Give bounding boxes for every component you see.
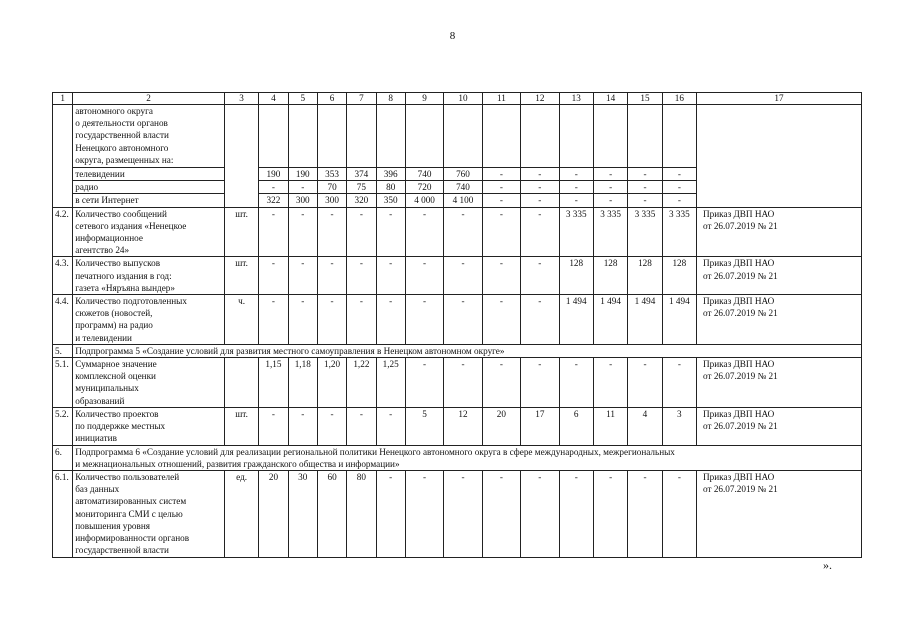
value-cell: - [521,471,559,558]
indicator-name: радио [73,181,225,194]
value-cell: 3 335 [559,207,593,257]
table-row [53,408,862,446]
value-cell: - [376,207,405,257]
value-cell: 20 [482,408,520,446]
value-cell: 760 [444,168,482,181]
table-cell [405,105,443,168]
value-cell: 5 [405,408,443,446]
row-number: 5.1. [53,358,73,408]
value-cell: 1,20 [317,358,346,408]
section-row [53,344,862,357]
source-doc: Приказ ДВП НАО от 26.07.2019 № 21 [697,257,862,295]
value-cell: - [482,194,520,207]
column-header: 13 [559,93,593,105]
column-header: 1 [53,93,73,105]
column-header: 15 [628,93,662,105]
value-cell: - [317,257,346,295]
source-doc: Приказ ДВП НАО от 26.07.2019 № 21 [697,471,862,558]
value-cell: 20 [259,471,288,558]
row-number: 6.1. [53,471,73,558]
source-doc: Приказ ДВП НАО от 26.07.2019 № 21 [697,408,862,446]
value-cell: 374 [347,168,376,181]
row-number: 4.2. [53,207,73,257]
unit-cell: ч. [224,295,258,345]
column-header: 2 [73,93,225,105]
table-cell [593,105,627,168]
value-cell: 353 [317,168,346,181]
value-cell: 1 494 [628,295,662,345]
table-cell [224,105,258,208]
value-cell: - [662,181,696,194]
value-cell: - [593,194,627,207]
table-row [53,295,862,345]
value-cell: - [521,358,559,408]
value-cell: 3 [662,408,696,446]
value-cell: - [405,471,443,558]
indicator-name: Количество подготовленных сюжетов (новостей, программ) на радио и телевидении [73,295,225,345]
table-row [53,105,862,168]
table-cell [444,105,482,168]
value-cell: - [259,408,288,446]
value-cell: - [559,471,593,558]
value-cell: - [482,257,520,295]
table-cell [259,105,288,168]
table-row [53,471,862,558]
value-cell: 396 [376,168,405,181]
column-header: 11 [482,93,520,105]
value-cell: - [317,295,346,345]
value-cell: 17 [521,408,559,446]
value-cell: - [288,181,317,194]
value-cell: - [288,295,317,345]
value-cell: 75 [347,181,376,194]
value-cell: - [288,408,317,446]
table-cell [288,105,317,168]
value-cell: - [405,295,443,345]
value-cell: 1,25 [376,358,405,408]
unit-cell [224,358,258,408]
value-cell: 80 [376,181,405,194]
column-header: 16 [662,93,696,105]
value-cell: - [593,181,627,194]
value-cell: - [662,194,696,207]
table-cell [376,105,405,168]
value-cell: 300 [317,194,346,207]
value-cell: - [628,168,662,181]
value-cell: - [482,207,520,257]
value-cell: 350 [376,194,405,207]
value-cell: - [628,471,662,558]
value-cell: 1,15 [259,358,288,408]
unit-cell: ед. [224,471,258,558]
table-cell [317,105,346,168]
indicators-table [52,92,862,558]
column-header: 3 [224,93,258,105]
section-number: 6. [53,445,73,470]
column-header: 4 [259,93,288,105]
value-cell: 11 [593,408,627,446]
value-cell: - [288,207,317,257]
value-cell: - [521,207,559,257]
value-cell: - [593,471,627,558]
table-row [53,207,862,257]
value-cell: - [628,358,662,408]
value-cell: - [347,257,376,295]
value-cell: - [521,181,559,194]
value-cell: 1,22 [347,358,376,408]
value-cell: - [444,207,482,257]
unit-cell: шт. [224,207,258,257]
value-cell: - [662,168,696,181]
value-cell: - [444,358,482,408]
value-cell: 1,18 [288,358,317,408]
section-title: Подпрограмма 5 «Создание условий для развития местного самоуправления в Ненецком автономном округе» [73,344,862,357]
value-cell: - [444,295,482,345]
value-cell: - [444,257,482,295]
value-cell: 30 [288,471,317,558]
value-cell: 128 [662,257,696,295]
table-cell [697,105,862,208]
value-cell: - [259,257,288,295]
page-number: 8 [449,30,456,42]
value-cell: 128 [593,257,627,295]
value-cell: 4 [628,408,662,446]
value-cell: 1 494 [559,295,593,345]
table-cell [559,105,593,168]
section-title: Подпрограмма 6 «Создание условий для реализации региональной политики Ненецкого автономного округа в сфере международных, межрегиональных и межнациональных отношений, развития гражданского общества и информации» [73,445,862,470]
value-cell: - [317,207,346,257]
value-cell: - [482,295,520,345]
value-cell: 190 [288,168,317,181]
value-cell: - [628,181,662,194]
value-cell: - [662,471,696,558]
unit-cell: шт. [224,257,258,295]
source-doc: Приказ ДВП НАО от 26.07.2019 № 21 [697,358,862,408]
indicator-name: Количество выпусков печатного издания в год: газета «Няръяна вындер» [73,257,225,295]
value-cell: - [662,358,696,408]
value-cell: 322 [259,194,288,207]
indicator-name: автономного округа о деятельности органов государственной власти Ненецкого автономного округа, размещенных на: [73,105,225,168]
column-header: 6 [317,93,346,105]
indicator-name: телевидении [73,168,225,181]
indicator-name: Количество пользователей баз данных автоматизированных систем мониторинга СМИ с целью повышения уровня информированности органов государственной власти [73,471,225,558]
table-cell [482,105,520,168]
value-cell: 300 [288,194,317,207]
source-doc: Приказ ДВП НАО от 26.07.2019 № 21 [697,207,862,257]
indicator-name: Суммарное значение комплексной оценки муниципальных образований [73,358,225,408]
column-header: 5 [288,93,317,105]
value-cell: 6 [559,408,593,446]
value-cell: 128 [628,257,662,295]
value-cell: - [347,295,376,345]
value-cell: - [376,257,405,295]
value-cell: 3 335 [628,207,662,257]
value-cell: - [521,168,559,181]
value-cell: 4 000 [405,194,443,207]
value-cell: - [559,181,593,194]
indicator-name: Количество проектов по поддержке местных инициатив [73,408,225,446]
row-number: 4.4. [53,295,73,345]
column-header: 9 [405,93,443,105]
value-cell: 70 [317,181,346,194]
section-row [53,445,862,470]
value-cell: - [482,471,520,558]
value-cell: - [482,181,520,194]
value-cell: - [559,194,593,207]
value-cell: - [444,471,482,558]
value-cell: - [376,295,405,345]
column-header: 7 [347,93,376,105]
value-cell: 12 [444,408,482,446]
value-cell: - [405,207,443,257]
source-doc: Приказ ДВП НАО от 26.07.2019 № 21 [697,295,862,345]
table-row [53,358,862,408]
value-cell: - [521,194,559,207]
value-cell: - [405,257,443,295]
value-cell: 720 [405,181,443,194]
table-cell [662,105,696,168]
value-cell: - [259,295,288,345]
value-cell: 1 494 [662,295,696,345]
end-mark: ». [823,558,832,572]
value-cell: - [559,168,593,181]
column-header: 12 [521,93,559,105]
value-cell: - [259,207,288,257]
unit-cell: шт. [224,408,258,446]
value-cell: - [521,257,559,295]
value-cell: - [482,358,520,408]
value-cell: - [482,168,520,181]
table-cell [347,105,376,168]
value-cell: - [376,408,405,446]
value-cell: - [288,257,317,295]
row-number: 5.2. [53,408,73,446]
value-cell: - [593,358,627,408]
row-number: 4.3. [53,257,73,295]
value-cell: 128 [559,257,593,295]
table-cell [53,105,73,208]
value-cell: - [593,168,627,181]
header-row [53,93,862,105]
value-cell: 80 [347,471,376,558]
value-cell: 320 [347,194,376,207]
value-cell: 740 [405,168,443,181]
column-header: 8 [376,93,405,105]
value-cell: - [376,471,405,558]
section-number: 5. [53,344,73,357]
table-cell [521,105,559,168]
table-row [53,257,862,295]
value-cell: - [559,358,593,408]
column-header: 10 [444,93,482,105]
value-cell: 60 [317,471,346,558]
indicator-name: Количество сообщений сетевого издания «Ненецкое информационное агентство 24» [73,207,225,257]
value-cell: - [521,295,559,345]
value-cell: 1 494 [593,295,627,345]
column-header: 14 [593,93,627,105]
value-cell: - [405,358,443,408]
value-cell: 740 [444,181,482,194]
value-cell: 3 335 [662,207,696,257]
value-cell: 190 [259,168,288,181]
value-cell: 3 335 [593,207,627,257]
column-header: 17 [697,93,862,105]
value-cell: - [347,207,376,257]
value-cell: 4 100 [444,194,482,207]
value-cell: - [317,408,346,446]
table-cell [628,105,662,168]
value-cell: - [628,194,662,207]
value-cell: - [259,181,288,194]
value-cell: - [347,408,376,446]
indicator-name: в сети Интернет [73,194,225,207]
